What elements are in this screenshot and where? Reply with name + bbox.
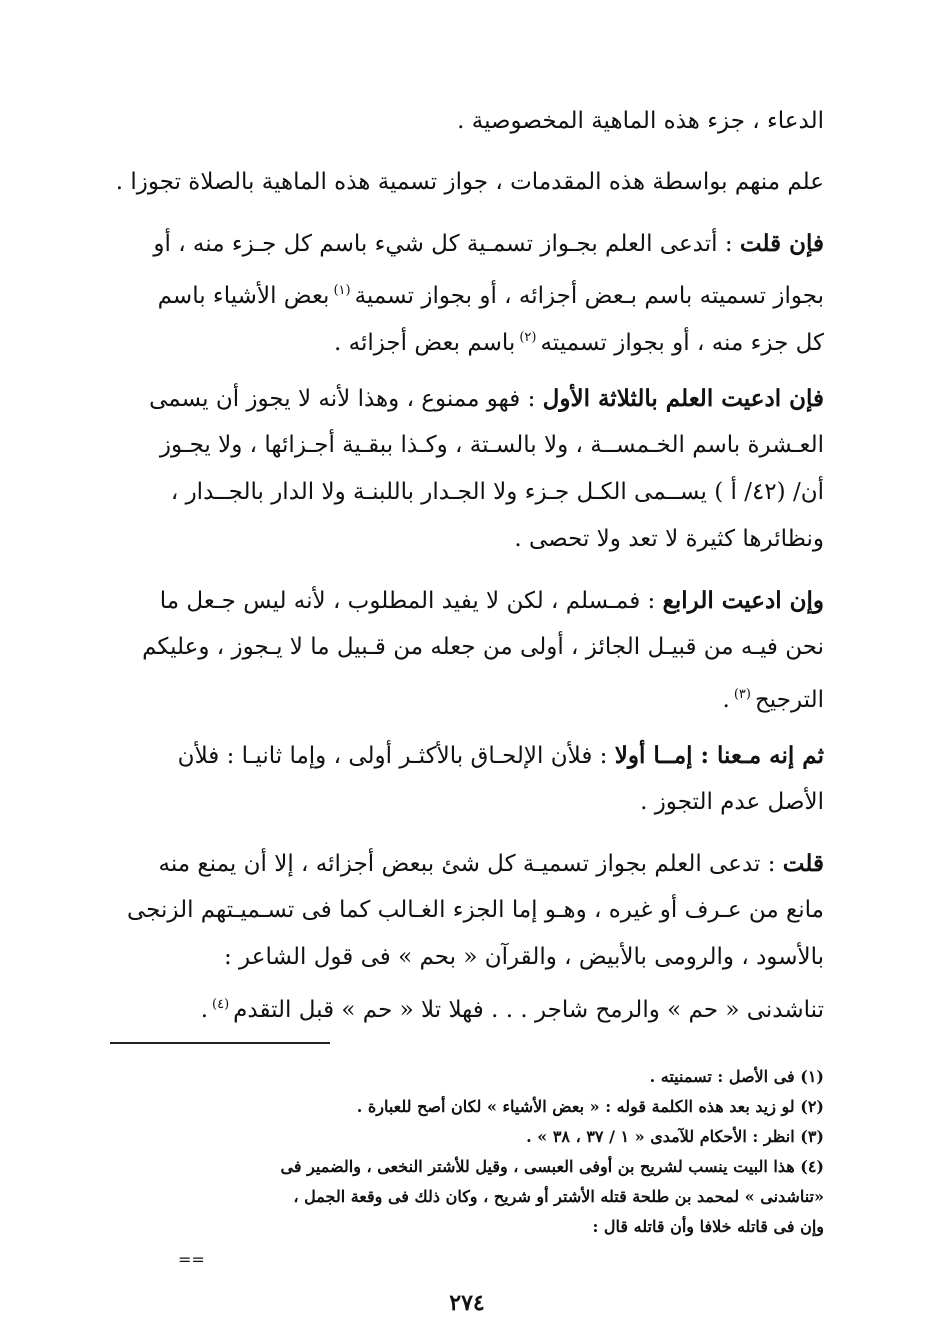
lead-phrase: فإن ادعيت العلم بالثلاثة الأول xyxy=(542,385,824,412)
footnote: «تناشدنى » لمحمد بن طلحة قتله الأشتر أو شريح ، وكان ذلك فى وقعة الجمل ، xyxy=(293,1187,824,1206)
poetry-verse: تناشدنى « حم » والرمح شاجر . . . فهلا تلا « حم » قبل التقدم$^{(٤)}$. xyxy=(200,997,824,1023)
continuation-mark: == xyxy=(178,1250,205,1269)
text-line: فإن قلت : أتدعى العلم بجـواز تسمـية كل شيء باسم كل جـزء منه ، أو xyxy=(153,230,824,257)
text-line: الأصل عدم التجوز . xyxy=(640,789,824,815)
page-number: ٢٧٤ xyxy=(449,1290,485,1316)
text-line: بالأسود ، والرومى بالأبيض ، والقرآن « بحم » فى قول الشاعر : xyxy=(224,944,824,970)
text-line: العـشرة باسم الخـمســة ، ولا بالسـتة ، وكـذا ببقـية أجـزائها ، ولا يجـوز xyxy=(159,432,824,458)
text-line: الترجيح$^{(٣)}$. xyxy=(722,687,824,713)
footnote-divider xyxy=(110,1042,330,1044)
paragraph-reply xyxy=(104,840,824,981)
footnote: (١) فى الأصل : تسمنيته . xyxy=(649,1067,824,1086)
main-text xyxy=(104,98,824,1028)
text-line: الدعاء ، جزء هذه الماهية المخصوصية . xyxy=(457,108,824,134)
lead-phrase: ثم إنه مـعنا : إمــا أولا xyxy=(614,742,824,769)
text-line: نحن فيـه من قبيـل الجائز ، أولى من جعله من قـبيل ما لا يـجوز ، وعليكم xyxy=(142,634,824,660)
footnote-ref: (١) xyxy=(333,283,351,298)
text-line: ثم إنه مـعنا : إمــا أولا : فلأن الإلحـاق بالأكثـر أولى ، وإما ثانيـا : فلأن xyxy=(177,742,824,769)
footnote: (٣) انظر : الأحكام للآمدى « ١ / ٣٧ ، ٣٨ » . xyxy=(526,1127,824,1146)
text-line: بجواز تسميته باسم بـعض أجزائه ، أو بجواز تسمية$^{(١)}$بعض الأشياء باسم xyxy=(157,283,824,309)
footnote: (٤) هذا البيت ينسب لشريح بن أوفى العبسى ، وقيل للأشتر النخعى ، والضمير فى xyxy=(280,1157,824,1176)
text-line: كل جزء منه ، أو بجواز تسميته$^{(٢)}$باسم بعض أجزائه . xyxy=(334,330,824,356)
text-line: فإن ادعيت العلم بالثلاثة الأول : فهو ممنوع ، وهذا لأنه لا يجوز أن يسمى xyxy=(149,385,824,412)
footnote-ref: (٢) xyxy=(519,330,537,345)
text-line: أن/ (٤٢/ أ ) يســمى الكـل جـزء ولا الجـدار باللبنـة ولا الدار بالجــدار ، xyxy=(170,479,824,505)
paragraph-first-three xyxy=(104,375,824,563)
paragraph-objection xyxy=(104,220,824,361)
footnote: وإن فى قاتله خلافا وأن قاتله قال : xyxy=(592,1217,824,1236)
paragraph-fourth xyxy=(104,577,824,718)
footnote-ref: (٣) xyxy=(733,687,751,702)
lead-phrase: وإن ادعيت الرابع xyxy=(662,587,824,614)
paragraph-then xyxy=(104,732,824,826)
text-line: علم منهم بواسطة هذه المقدمات ، جواز تسمية هذه الماهية بالصلاة تجوزا . xyxy=(115,169,824,195)
text-line: ونظائرها كثيرة لا تعد ولا تحصى . xyxy=(514,526,824,552)
text-line: قلت : تدعى العلم بجواز تسميـة كل شئ ببعض أجزائه ، إلا أن يمنع منه xyxy=(158,850,824,877)
footnotes xyxy=(104,1062,824,1242)
text-line: وإن ادعيت الرابع : فمـسلم ، لكن لا يفيد المطلوب ، لأنه ليس جـعل ما xyxy=(159,587,824,614)
footnote-ref: (٤) xyxy=(212,997,230,1012)
footnote: (٢) لو زيد بعد هذه الكلمة قوله : « بعض الأشياء » لكان أصح للعبارة . xyxy=(356,1097,824,1116)
text-line: مانع من عـرف أو غيره ، وهـو إما الجزء الغـالب كما فى تسـميـتهم الزنجى xyxy=(126,897,824,923)
lead-phrase: قلت xyxy=(782,850,824,877)
lead-phrase: فإن قلت xyxy=(739,230,824,257)
